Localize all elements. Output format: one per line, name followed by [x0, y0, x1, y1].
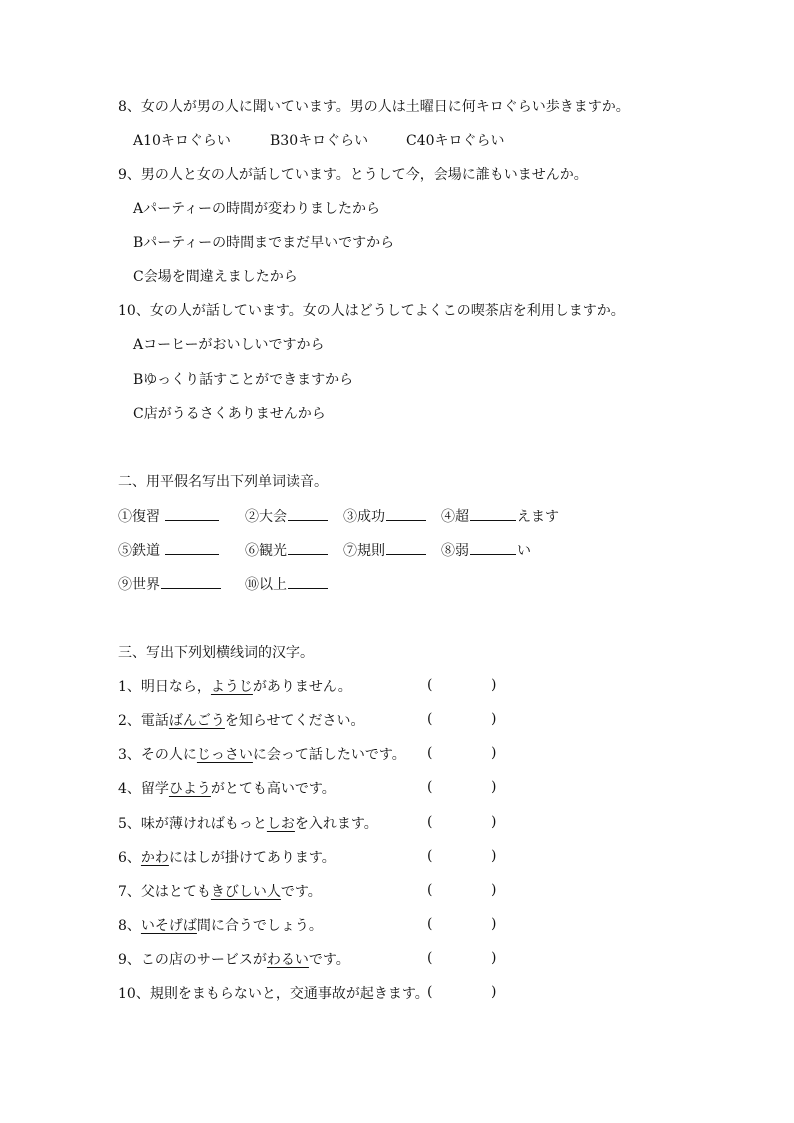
- kanji-question: 8、いそげば間に合うでしょう。: [118, 918, 323, 934]
- question-9-option-a: Aパーティーの時間が変わりましたから: [133, 201, 380, 217]
- answer-parentheses: ( ): [427, 711, 497, 727]
- reading-item: ⑧弱 い: [441, 540, 531, 560]
- question-9-option-c: C会場を間違えましたから: [133, 269, 298, 285]
- section-2-heading: 二、用平假名写出下列单词读音。: [118, 474, 328, 490]
- reading-item: ⑤鉄道: [118, 540, 220, 560]
- reading-item: ⑨世界: [118, 574, 222, 594]
- kanji-question: 5、味が薄ければもっとしおを入れます。: [118, 816, 378, 832]
- kanji-question: 4、留学ひようがとても高いです。: [118, 781, 336, 797]
- question-10-option-a: Aコーヒーがおいしいですから: [133, 337, 325, 353]
- answer-parentheses: ( ): [427, 814, 497, 830]
- kanji-question: 1、明日なら，ようじがありません。: [118, 679, 352, 695]
- answer-parentheses: ( ): [427, 950, 497, 966]
- answer-parentheses: ( ): [427, 779, 497, 795]
- kanji-question: 9、この店のサービスがわるいです。: [118, 952, 350, 968]
- reading-item: ①復習: [118, 506, 220, 526]
- question-8: 8、女の人が男の人に聞いています。男の人は土曜日に何キロぐらい歩きますか。: [118, 99, 630, 115]
- option-b: B30キロぐらい: [270, 133, 369, 149]
- reading-item: ②大会: [245, 506, 329, 526]
- question-10-option-c: C店がうるさくありませんから: [133, 406, 326, 422]
- kanji-question: 3、その人にじっさいに会って話したいです。: [118, 747, 406, 763]
- question-9: 9、男の人と女の人が話しています。とうして今，会場に誰もいませんか。: [118, 167, 588, 183]
- answer-parentheses: ( ): [427, 848, 497, 864]
- answer-parentheses: ( ): [427, 984, 497, 1000]
- reading-item: ⑩以上: [245, 574, 329, 594]
- question-9-option-b: Bパーティーの時間までまだ早いですから: [133, 235, 395, 251]
- section-3-heading: 三、写出下列划横线词的汉字。: [118, 645, 314, 661]
- answer-parentheses: ( ): [427, 882, 497, 898]
- reading-item: ④超 えます: [441, 506, 559, 526]
- option-a: A10キロぐらい: [133, 133, 231, 149]
- answer-parentheses: ( ): [427, 916, 497, 932]
- question-10: 10、女の人が話しています。女の人はどうしてよくこの喫茶店を利用しますか。: [118, 303, 625, 319]
- reading-item: ③成功: [343, 506, 427, 526]
- question-8-options: [133, 131, 733, 151]
- reading-item: ⑥観光: [245, 540, 329, 560]
- reading-item: ⑦規則: [343, 540, 427, 560]
- answer-parentheses: ( ): [427, 677, 497, 693]
- kanji-question: 6、かわにはしが掛けてあります。: [118, 850, 336, 866]
- question-10-option-b: Bゆっくり話すことができますから: [133, 372, 354, 388]
- answer-parentheses: ( ): [427, 745, 497, 761]
- option-c: C40キロぐらい: [406, 133, 505, 149]
- kanji-question: 2、電話ばんごうを知らせてください。: [118, 713, 365, 729]
- kanji-question: 7、父はとてもきびしい人です。: [118, 884, 322, 900]
- kanji-question: 10、規則をまもらないと，交通事故が起きます。: [118, 986, 429, 1002]
